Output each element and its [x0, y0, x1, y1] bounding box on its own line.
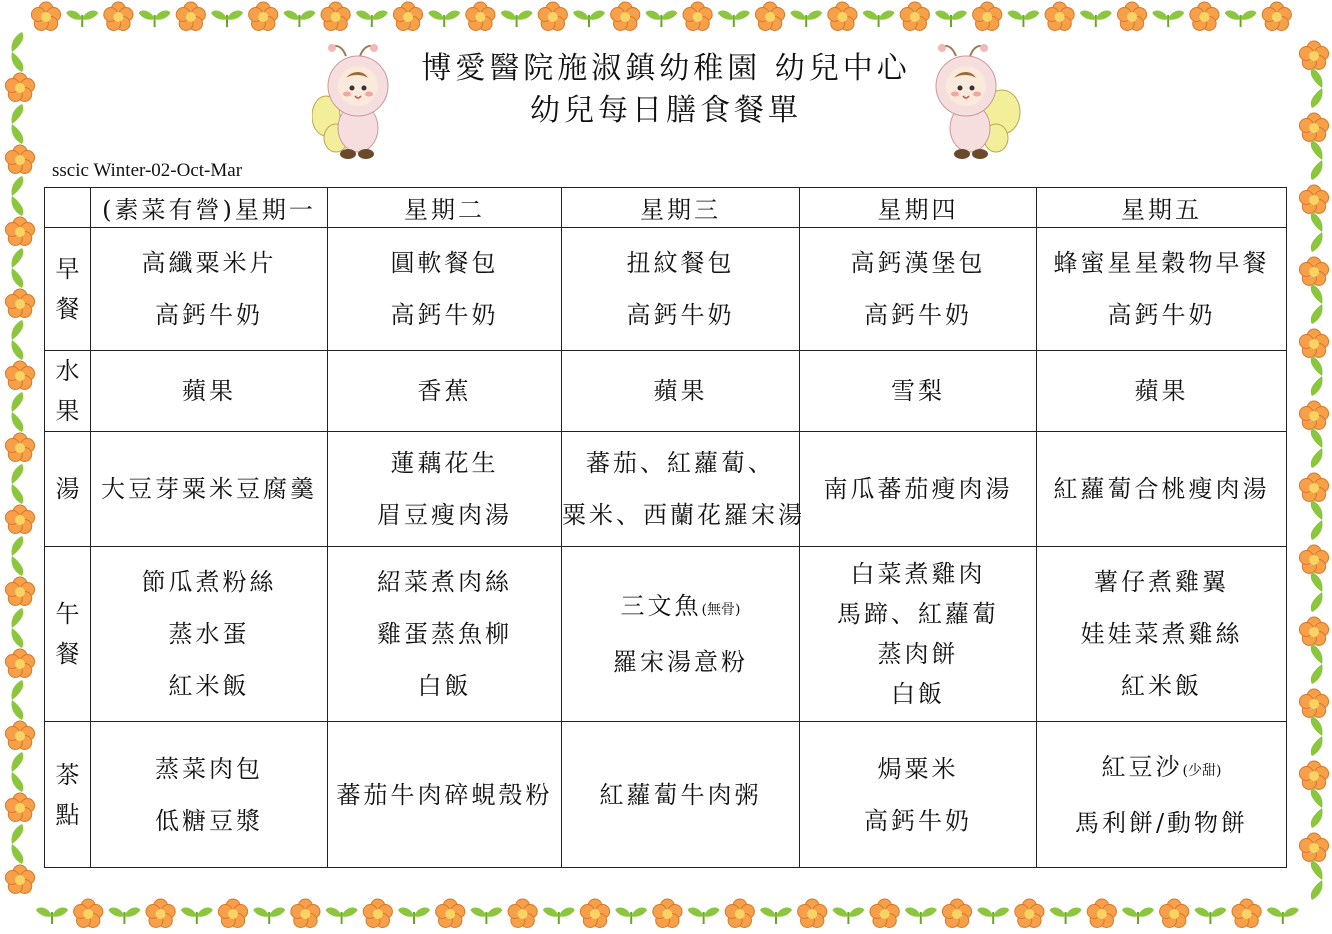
flower-icon — [1087, 899, 1116, 928]
meal-label-char: 餐 — [55, 295, 80, 323]
sprout-icon — [1225, 11, 1257, 27]
leaf-icon — [11, 248, 23, 288]
flower-icon — [1299, 617, 1328, 646]
meal-label-char: 點 — [55, 800, 80, 829]
dish-name: 蕃茄牛肉碎蜆殼粉 — [336, 780, 553, 809]
sprout-icon — [36, 908, 68, 924]
leaf-icon — [11, 32, 23, 72]
dish-name: 娃娃菜煮雞絲 — [1080, 620, 1243, 648]
flower-icon — [1299, 113, 1328, 142]
sprout-icon — [832, 908, 864, 924]
flower-icon — [1299, 545, 1328, 574]
dish-name: 高鈣牛奶 — [864, 806, 972, 835]
meal-label-char: 湯 — [55, 475, 80, 503]
dish-name: 菜肉包 — [182, 754, 263, 783]
flower-icon — [1299, 473, 1328, 502]
flower-icon — [5, 73, 34, 102]
menu-cell-breakfast-mon — [91, 228, 328, 351]
dish-name: 雪梨 — [891, 377, 945, 405]
dish-name: 蜂蜜星星穀物早餐 — [1053, 249, 1270, 277]
meal-label-char: 午 — [55, 600, 80, 628]
dish-name: 高纖粟米片 — [141, 249, 277, 277]
dish-name: 紅蘿蔔合桃瘦肉湯 — [1053, 475, 1270, 503]
sprout-icon — [108, 908, 140, 924]
dish-name: 高鈣牛奶 — [626, 301, 735, 329]
dish-name: 蒸水蛋 — [168, 620, 250, 648]
leaf-icon — [11, 392, 23, 432]
sprout-icon — [543, 908, 575, 924]
sprout-icon — [428, 11, 460, 27]
menu-cell-soup-fri — [1037, 432, 1287, 547]
dish-name: 高鈣牛奶 — [864, 301, 972, 329]
dish-note: (無骨) — [701, 602, 741, 618]
flower-icon — [5, 505, 34, 534]
flower-icon — [1299, 185, 1328, 214]
sprout-icon — [573, 11, 605, 27]
sprout-icon — [139, 11, 171, 27]
flower-icon — [321, 2, 350, 31]
flower-icon — [870, 899, 899, 928]
flower-icon — [1299, 761, 1328, 790]
flower-icon — [798, 899, 827, 928]
dish-name: 羅宋湯意粉 — [613, 648, 748, 676]
sprout-icon — [790, 11, 822, 27]
dish-name: 高鈣漢堡包 — [850, 249, 986, 277]
dish-name: 紹菜煮肉絲 — [377, 568, 512, 596]
dish-name: 白飯 — [417, 672, 472, 700]
menu-code: sscic Winter-02-Oct-Mar — [52, 160, 243, 181]
dish-name: 蓮藕花生 — [390, 449, 499, 477]
dish-prefix: 蒸 — [155, 754, 182, 783]
flower-icon — [580, 899, 609, 928]
meal-row-breakfast — [45, 228, 1287, 351]
flower-icon — [218, 899, 247, 928]
flower-icon — [1117, 2, 1146, 31]
day-header-fri: 星期五 — [1037, 188, 1287, 228]
meal-label-fruit — [45, 351, 91, 432]
flower-icon — [5, 433, 34, 462]
flower-icon — [1190, 2, 1219, 31]
menu-cell-breakfast-wed — [562, 228, 800, 351]
dish-name: 南瓜蕃茄瘦肉湯 — [823, 475, 1013, 503]
sprout-icon — [398, 908, 430, 924]
menu-cell-lunch-thu — [800, 547, 1037, 722]
sprout-icon — [1194, 908, 1226, 924]
menu-cell-fruit-mon — [91, 351, 328, 432]
flower-icon — [1299, 41, 1328, 70]
meal-label-char: 水 — [55, 357, 80, 385]
flower-icon — [176, 2, 205, 31]
sprout-icon — [863, 11, 895, 27]
flower-icon — [508, 899, 537, 928]
leaf-icon — [1311, 500, 1323, 540]
sprout-icon — [253, 908, 285, 924]
dish-name: 白飯 — [891, 680, 945, 708]
dish-name: 焗粟米 — [877, 754, 959, 783]
sprout-icon — [501, 11, 533, 27]
flower-icon — [5, 721, 34, 750]
header-row — [45, 188, 1287, 228]
sprout-icon — [905, 908, 937, 924]
leaf-icon — [11, 824, 23, 864]
dish-name: 蕃茄、紅蘿蔔、 — [586, 449, 775, 477]
meal-row-lunch — [45, 547, 1287, 722]
flower-icon — [146, 899, 175, 928]
dish-name: 節瓜煮粉絲 — [141, 568, 277, 596]
flower-icon — [466, 2, 495, 31]
flower-icon — [973, 2, 1002, 31]
dish-note: (少甜) — [1182, 762, 1222, 779]
menu-cell-lunch-fri — [1037, 547, 1287, 722]
menu-cell-tea-mon — [91, 722, 328, 868]
leaf-icon — [1311, 716, 1323, 756]
flower-icon — [1045, 2, 1074, 31]
sprout-icon — [470, 908, 502, 924]
flower-icon — [725, 899, 754, 928]
leaf-icon — [1311, 140, 1323, 180]
leaf-icon — [1311, 68, 1323, 108]
leaf-icon — [11, 536, 23, 576]
sprout-icon — [181, 908, 213, 924]
leaf-icon — [11, 320, 23, 360]
flower-icon — [1299, 689, 1328, 718]
menu-cell-lunch-wed — [562, 547, 800, 722]
flower-icon — [755, 2, 784, 31]
dish-name: 高鈣牛奶 — [155, 301, 263, 329]
leaf-icon — [1311, 860, 1323, 900]
flower-icon — [291, 899, 320, 928]
leaf-icon — [1311, 212, 1323, 252]
flower-icon — [5, 217, 34, 246]
menu-cell-soup-thu — [800, 432, 1037, 547]
dish-name: 蘋果 — [1134, 377, 1189, 405]
menu-cell-breakfast-thu — [800, 228, 1037, 351]
flower-icon — [1015, 899, 1044, 928]
meal-label-char: 果 — [55, 397, 80, 425]
dish-name: 三文魚 — [620, 592, 702, 620]
title-line-1: 博愛醫院施淑鎮幼稚園 幼兒中心 — [421, 51, 911, 86]
meal-label-char: 茶 — [55, 760, 80, 789]
meal-label-tea — [45, 722, 91, 868]
flower-icon — [1299, 257, 1328, 286]
leaf-icon — [11, 680, 23, 720]
day-header-mon: (素菜有營)星期一 — [91, 188, 328, 228]
title-line-2: 幼兒每日膳食餐單 — [530, 93, 802, 128]
flower-icon — [5, 649, 34, 678]
dish-name: 扭紋餐包 — [626, 249, 735, 277]
meal-label-char: 餐 — [55, 640, 80, 668]
menu-cell-fruit-fri — [1037, 351, 1287, 432]
meal-label-soup — [45, 432, 91, 547]
weekly-menu-table — [44, 187, 1287, 868]
sprout-icon — [688, 908, 720, 924]
leaf-icon — [1311, 572, 1323, 612]
flower-icon — [5, 793, 34, 822]
flower-icon — [5, 865, 34, 894]
flower-icon — [683, 2, 712, 31]
sprout-icon — [935, 11, 967, 27]
menu-cell-soup-tue — [328, 432, 562, 547]
menu-cell-soup-wed — [562, 432, 805, 547]
flower-icon — [828, 2, 857, 31]
leaf-icon — [11, 464, 23, 504]
dish-name: 白菜煮雞肉 — [850, 560, 986, 588]
leaf-icon — [1311, 644, 1323, 684]
dish-name: 薯仔煮雞翼 — [1094, 568, 1229, 596]
corner-cell — [45, 188, 91, 228]
dish-name: 紅豆沙 — [1101, 752, 1183, 781]
flower-icon — [900, 2, 929, 31]
leaf-icon — [11, 752, 23, 792]
sprout-icon — [211, 11, 243, 27]
sprout-icon — [66, 11, 98, 27]
sprout-icon — [1007, 11, 1039, 27]
sprout-icon — [1122, 908, 1154, 924]
menu-cell-tea-tue — [328, 722, 562, 868]
flower-icon — [393, 2, 422, 31]
dish-name: 香蕉 — [417, 377, 472, 405]
flower-icon — [104, 2, 133, 31]
flower-icon — [538, 2, 567, 31]
leaf-icon — [1311, 356, 1323, 396]
flower-icon — [74, 899, 103, 928]
flower-icon — [436, 899, 465, 928]
sprout-icon — [326, 908, 358, 924]
menu-cell-lunch-mon — [91, 547, 328, 722]
dish-name: 粟米、西蘭花羅宋湯 — [562, 501, 805, 529]
sprout-icon — [1080, 11, 1112, 27]
flower-icon — [1299, 329, 1328, 358]
sprout-icon — [645, 11, 677, 27]
flower-icon — [5, 577, 34, 606]
menu-cell-breakfast-fri — [1037, 228, 1287, 351]
sprout-icon — [1152, 11, 1184, 27]
meal-row-tea — [45, 722, 1287, 868]
meal-label-lunch — [45, 547, 91, 722]
flower-icon — [1299, 401, 1328, 430]
menu-cell-soup-mon — [91, 432, 328, 547]
dish-name: 雞蛋蒸魚柳 — [377, 620, 512, 648]
dish-name: 高鈣牛奶 — [390, 301, 499, 329]
dish-name: 低糖豆漿 — [155, 806, 263, 835]
menu-cell-tea-thu — [800, 722, 1037, 868]
flower-icon — [942, 899, 971, 928]
meal-row-fruit — [45, 351, 1287, 432]
dish-name: 馬蹄、紅蘿蔔 — [837, 600, 999, 628]
menu-cell-fruit-tue — [328, 351, 562, 432]
flower-icon — [249, 2, 278, 31]
menu-cell-fruit-thu — [800, 351, 1037, 432]
dish-name: 馬利餅/動物餅 — [1074, 808, 1249, 837]
menu-cell-tea-fri — [1037, 722, 1287, 868]
flower-icon — [5, 289, 34, 318]
dish-name: 眉豆瘦肉湯 — [377, 501, 512, 529]
menu-cell-lunch-tue — [328, 547, 562, 722]
menu-cell-tea-wed — [562, 722, 800, 868]
dish-name: 高鈣牛奶 — [1107, 301, 1216, 329]
sprout-icon — [356, 11, 388, 27]
flower-icon — [653, 899, 682, 928]
menu-cell-breakfast-tue — [328, 228, 562, 351]
day-header-tue: 星期二 — [328, 188, 562, 228]
sprout-icon — [718, 11, 750, 27]
dish-name: 紅蘿蔔牛肉粥 — [599, 780, 762, 809]
flower-icon — [1232, 899, 1261, 928]
sprout-icon — [615, 908, 647, 924]
leaf-icon — [11, 104, 23, 144]
sprout-icon — [977, 908, 1009, 924]
dish-name: 紅米飯 — [1121, 672, 1202, 700]
flower-icon — [5, 145, 34, 174]
dish-name: 大豆芽粟米豆腐羹 — [101, 475, 317, 503]
flower-icon — [31, 2, 60, 31]
dish-name: 蒸肉餅 — [877, 640, 959, 668]
day-header-wed: 星期三 — [562, 188, 800, 228]
sprout-icon — [283, 11, 315, 27]
leaf-icon — [11, 176, 23, 216]
leaf-icon — [1311, 428, 1323, 468]
leaf-icon — [1311, 788, 1323, 828]
dish-name: 圓軟餐包 — [390, 249, 499, 277]
meal-label-char: 早 — [55, 255, 80, 283]
dish-name: 紅米飯 — [168, 672, 250, 700]
sprout-icon — [760, 908, 792, 924]
sprout-icon — [1267, 908, 1299, 924]
menu-cell-fruit-wed — [562, 351, 800, 432]
leaf-icon — [1311, 284, 1323, 324]
flower-icon — [5, 361, 34, 390]
title-block — [330, 48, 1002, 132]
sprout-icon — [1050, 908, 1082, 924]
flower-icon — [1160, 899, 1189, 928]
dish-name: 蘋果 — [182, 377, 236, 405]
flower-icon — [363, 899, 392, 928]
meal-label-breakfast — [45, 228, 91, 351]
flower-icon — [1262, 2, 1291, 31]
flower-icon — [611, 2, 640, 31]
dish-name: 蘋果 — [653, 377, 708, 405]
day-header-thu: 星期四 — [800, 188, 1037, 228]
meal-row-soup — [45, 432, 1287, 547]
leaf-icon — [11, 608, 23, 648]
flower-icon — [1299, 833, 1328, 862]
